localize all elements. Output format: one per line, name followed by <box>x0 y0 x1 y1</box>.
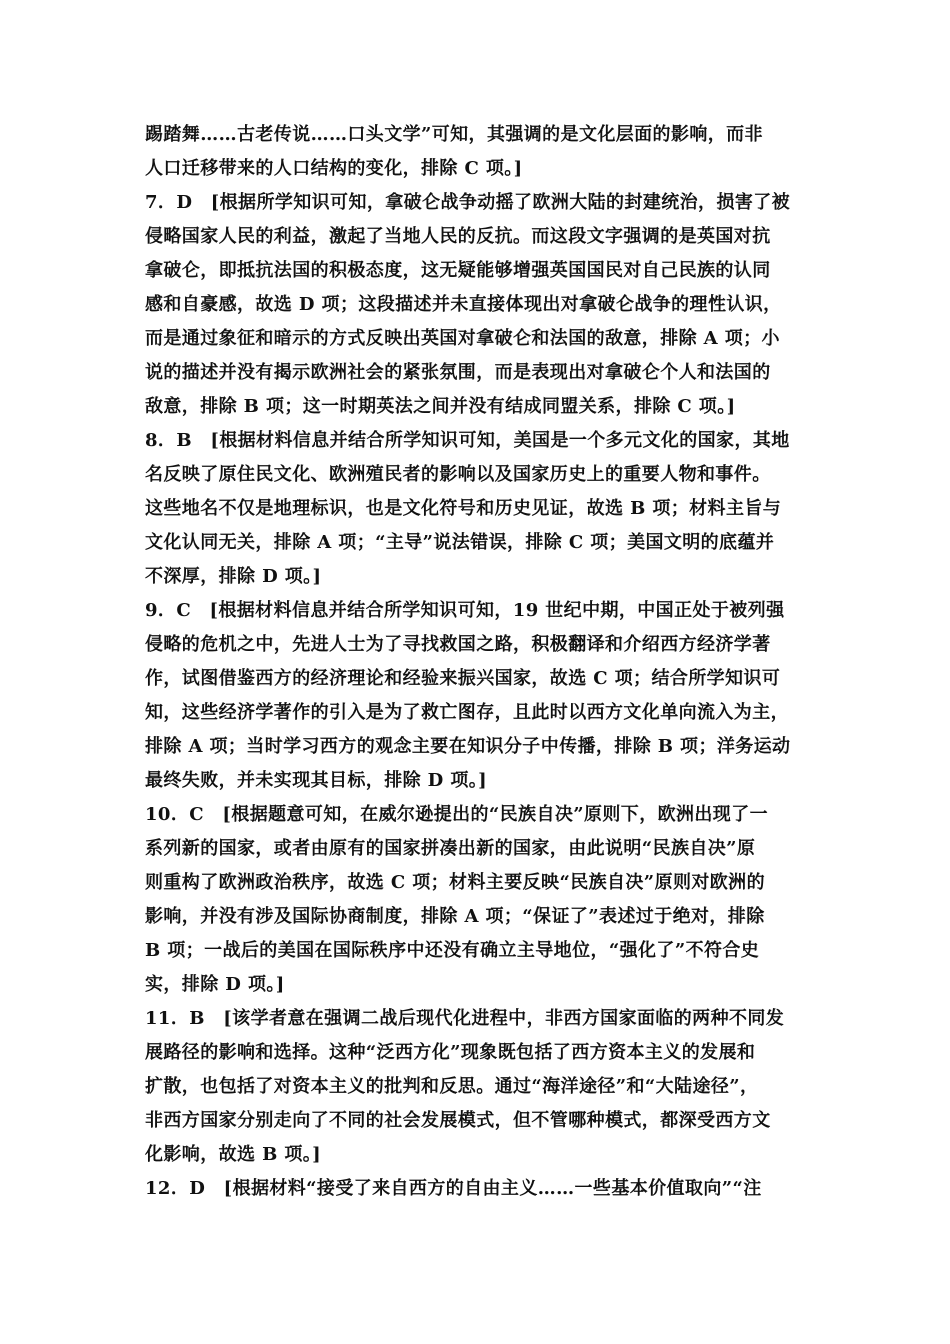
text-line: 不深厚，排除 D 项。] <box>145 566 322 587</box>
answer-11-line: 11．B [该学者意在强调二战后现代化进程中，非西方国家面临的两种不同发 <box>145 1008 785 1029</box>
text-line: 非西方国家分别走向了不同的社会发展模式，但不管哪种模式，都深受西方文 <box>145 1110 771 1131</box>
text-line: B 项；一战后的美国在国际秩序中还没有确立主导地位，“强化了”不符合史 <box>145 940 760 961</box>
text-line: 侵略的危机之中，先进人士为了寻找救国之路，积极翻译和介绍西方经济学著 <box>145 634 771 655</box>
text-line: 文化认同无关，排除 A 项；“主导”说法错误，排除 C 项；美国文明的底蕴并 <box>145 532 775 553</box>
text-line: 作，试图借鉴西方的经济理论和经验来振兴国家，故选 C 项；结合所学知识可 <box>145 668 781 689</box>
answer-12-line: 12．D [根据材料“接受了来自西方的自由主义……一些基本价值取向”“注 <box>145 1178 762 1199</box>
text-line: 系列新的国家，或者由原有的国家拼凑出新的国家，由此说明“民族自决”原 <box>145 838 756 859</box>
text-line: 则重构了欧洲政治秩序，故选 C 项；材料主要反映“民族自决”原则对欧洲的 <box>145 872 765 893</box>
text-line: 感和自豪感，故选 D 项；这段描述并未直接体现出对拿破仑战争的理性认识， <box>145 294 782 315</box>
answer-explanations <box>145 118 815 1206</box>
text-line: 化影响，故选 B 项。] <box>145 1144 322 1165</box>
answer-8-line: 8．B [根据材料信息并结合所学知识可知，美国是一个多元文化的国家，其地 <box>145 430 790 451</box>
text-line: 踢踏舞……古老传说……口头文学”可知，其强调的是文化层面的影响，而非 <box>145 124 763 145</box>
answer-9-line: 9．C [根据材料信息并结合所学知识可知，19 世纪中期，中国正处于被列强 <box>145 600 785 621</box>
text-line: 排除 A 项；当时学习西方的观念主要在知识分子中传播，排除 B 项；洋务运动 <box>145 736 791 757</box>
text-line: 拿破仑，即抵抗法国的积极态度，这无疑能够增强英国国民对自己民族的认同 <box>145 260 771 281</box>
text-line: 影响，并没有涉及国际协商制度，排除 A 项；“保证了”表述过于绝对，排除 <box>145 906 765 927</box>
text-line: 敌意，排除 B 项；这一时期英法之间并没有结成同盟关系，排除 C 项。] <box>145 396 736 417</box>
text-line: 实，排除 D 项。] <box>145 974 285 995</box>
text-line: 知，这些经济学著作的引入是为了救亡图存，且此时以西方文化单向流入为主， <box>145 702 789 723</box>
text-line: 展路径的影响和选择。这种“泛西方化”现象既包括了西方资本主义的发展和 <box>145 1042 756 1063</box>
answer-10-line: 10．C [根据题意可知，在威尔逊提出的“民族自决”原则下，欧洲出现了一 <box>145 804 768 825</box>
text-line: 扩散，也包括了对资本主义的批判和反思。通过“海洋途径”和“大陆途径”， <box>145 1076 759 1097</box>
text-line: 说的描述并没有揭示欧洲社会的紧张氛围，而是表现出对拿破仑个人和法国的 <box>145 362 771 383</box>
text-line: 侵略国家人民的利益，激起了当地人民的反抗。而这段文字强调的是英国对抗 <box>145 226 771 247</box>
answer-7-line: 7．D [根据所学知识可知，拿破仑战争动摇了欧洲大陆的封建统治，损害了被 <box>145 192 791 213</box>
text-line: 名反映了原住民文化、欧洲殖民者的影响以及国家历史上的重要人物和事件。 <box>145 464 771 485</box>
text-line: 人口迁移带来的人口结构的变化，排除 C 项。] <box>145 158 523 179</box>
text-line: 最终失败，并未实现其目标，排除 D 项。] <box>145 770 488 791</box>
text-line: 这些地名不仅是地理标识，也是文化符号和历史见证，故选 B 项；材料主旨与 <box>145 498 782 519</box>
text-line: 而是通过象征和暗示的方式反映出英国对拿破仑和法国的敌意，排除 A 项；小 <box>145 328 780 349</box>
